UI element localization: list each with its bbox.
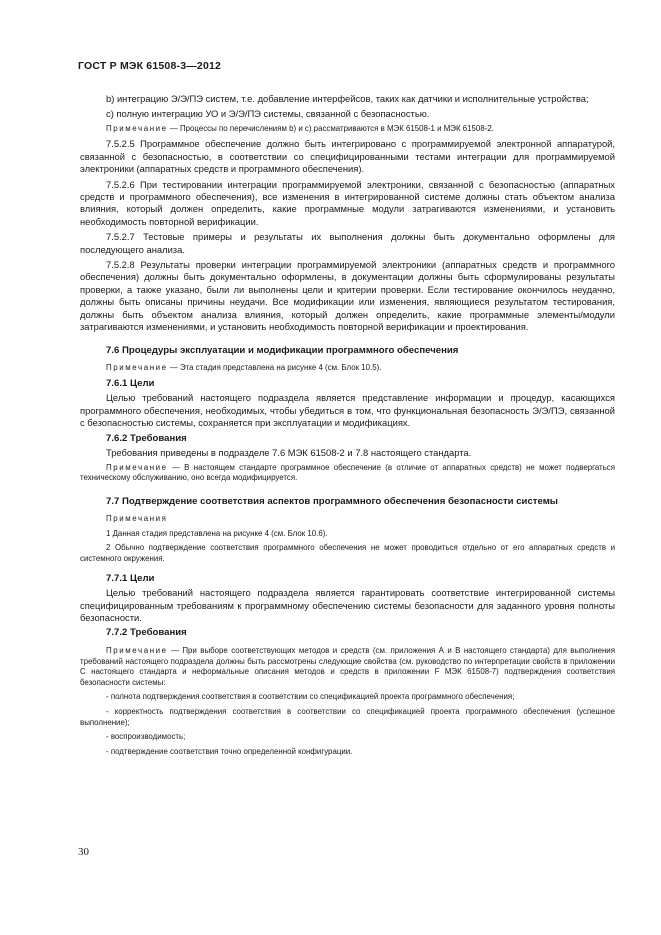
document-header: ГОСТ Р МЭК 61508-3—2012 [78,60,222,72]
note-label: Примечание [106,462,168,472]
note-label: Примечание [106,646,168,656]
bullet-reproducibility: - воспроизводимость; [106,732,186,742]
page-content [80,93,615,761]
clause-7-5-2-5: 7.5.2.5 Программное обеспечение должно быть интегрировано с программируемой электронной аппаратурой, связанной с безопасностью, в соответствии со специфицированными тестами интеграции для программируемой электроники (аппаратных средств и программного обеспечения). [80,138,615,175]
list-item-c: c) полную интеграцию УО и Э/Э/ПЭ системы, связанной с безопасностью. [106,108,430,120]
note-item-2: 2 Обычно подтверждение соответствия программного обеспечения не может проводиться отдельно от его аппаратных средств и системного окружения. [80,543,615,564]
clause-7-7-1-text: Целью требований настоящего подраздела является гарантировать соответствие интегрированной системы специфицированным требованиям к программному обеспечению системы безопасности для заданного уровня полноты безопасности. [80,587,615,624]
note-processes [80,124,615,135]
bullet-configuration: - подтверждение соответствия точно определенной конфигурации. [106,746,353,756]
note-label: Примечание [106,363,168,373]
note-software-maintenance [80,463,615,484]
note-validation-properties [80,646,615,688]
list-item-b: b) интеграцию Э/Э/ПЭ систем, т.е. добавление интерфейсов, таких как датчики и исполнительные устройства; [106,93,589,104]
section-heading-7-7: 7.7 Подтверждение соответствия аспектов программного обеспечения безопасности системы [106,495,558,507]
subsection-heading-7-7-1: 7.7.1 Цели [106,572,155,584]
note-text: — В настоящем стандарте программное обеспечение (в отличие от аппаратных средств) не может подвергаться техническому обслуживанию, оно всегда модифицируется. [80,462,615,483]
clause-7-5-2-8: 7.5.2.8 Результаты проверки интеграции программируемой электроники (аппаратных средств и программного обеспечения) должны быть документально оформлены, в документации должны быть сформулированы результаты проверки, а также указано, были ли выполнены цели и критерии проверки. Если тестирование окончилось неудачно, должны быть описаны причины неудачи. Все модификации или изменения, являющиеся результатом тестирования, должны быть объектом анализа влияния, который должен определить, какие программные элементы/модули затрагиваются изменениями, и установить необходимость повторной верификации и проектирования. [80,259,615,333]
notes-label: Примечания [106,514,168,524]
clause-7-5-2-6: 7.5.2.6 При тестировании интеграции программируемой электроники, связанной с безопасностью (аппаратных средств и программного обеспечения), все изменения в интегрированной системе должны стать объектом анализа влияния, который должен определить, какие программные модули затрагиваются изменениями, и установить необходимость повторной верификации. [80,178,615,227]
section-heading-7-6: 7.6 Процедуры эксплуатации и модификации программного обеспечения [106,344,459,356]
note-text: — При выборе соответствующих методов и средств (см. приложения А и В настоящего стандарта) для выполнения требований настоящего подраздела должны быть рассмотрены следующие свойства (см. руководство по интерпретации свойств в приложении С настоящего стандарта и неформальные описания методов и средств в приложении F МЭК 61508-7) подтверждения соответствия безопасности системы: [80,646,615,687]
page-number: 30 [78,846,89,858]
clause-7-5-2-7: 7.5.2.7 Тестовые примеры и результаты их выполнения должны быть документально оформлены для последующего анализа. [80,231,615,255]
subsection-heading-7-7-2: 7.7.2 Требования [106,627,187,639]
clause-7-6-1-text: Целью требований настоящего подраздела является представление информации и процедур, касающихся программного обеспечения, необходимых, чтобы убедиться в том, что функциональная безопасность Э/Э/ПЭ, связанной с безопасностью системы, сохраняется при эксплуатации и модификациях. [80,392,615,429]
bullet-correctness: - корректность подтверждения соответствия в соответствии со спецификацией проекта программного обеспечения (успешное выполнение); [80,707,615,727]
subsection-heading-7-6-1: 7.6.1 Цели [106,377,155,389]
note-item-1: 1 Данная стадия представлена на рисунке 4 (см. Блок 10.6). [106,528,328,538]
note-stage-10-5 [80,363,615,374]
subsection-heading-7-6-2: 7.6.2 Требования [106,432,187,444]
bullet-completeness: - полнота подтверждения соответствия в соответствии со спецификацией проекта программного обеспечения; [106,692,515,702]
note-text: — Процессы по перечислениям b) и c) рассматриваются в МЭК 61508-1 и МЭК 61508-2. [167,123,494,133]
note-label: Примечание [106,123,168,133]
clause-7-6-2-text: Требования приведены в подразделе 7.6 МЭК 61508-2 и 7.8 настоящего стандарта. [106,447,472,459]
note-text: — Эта стадия представлена на рисунке 4 (см. Блок 10.5). [167,363,382,373]
